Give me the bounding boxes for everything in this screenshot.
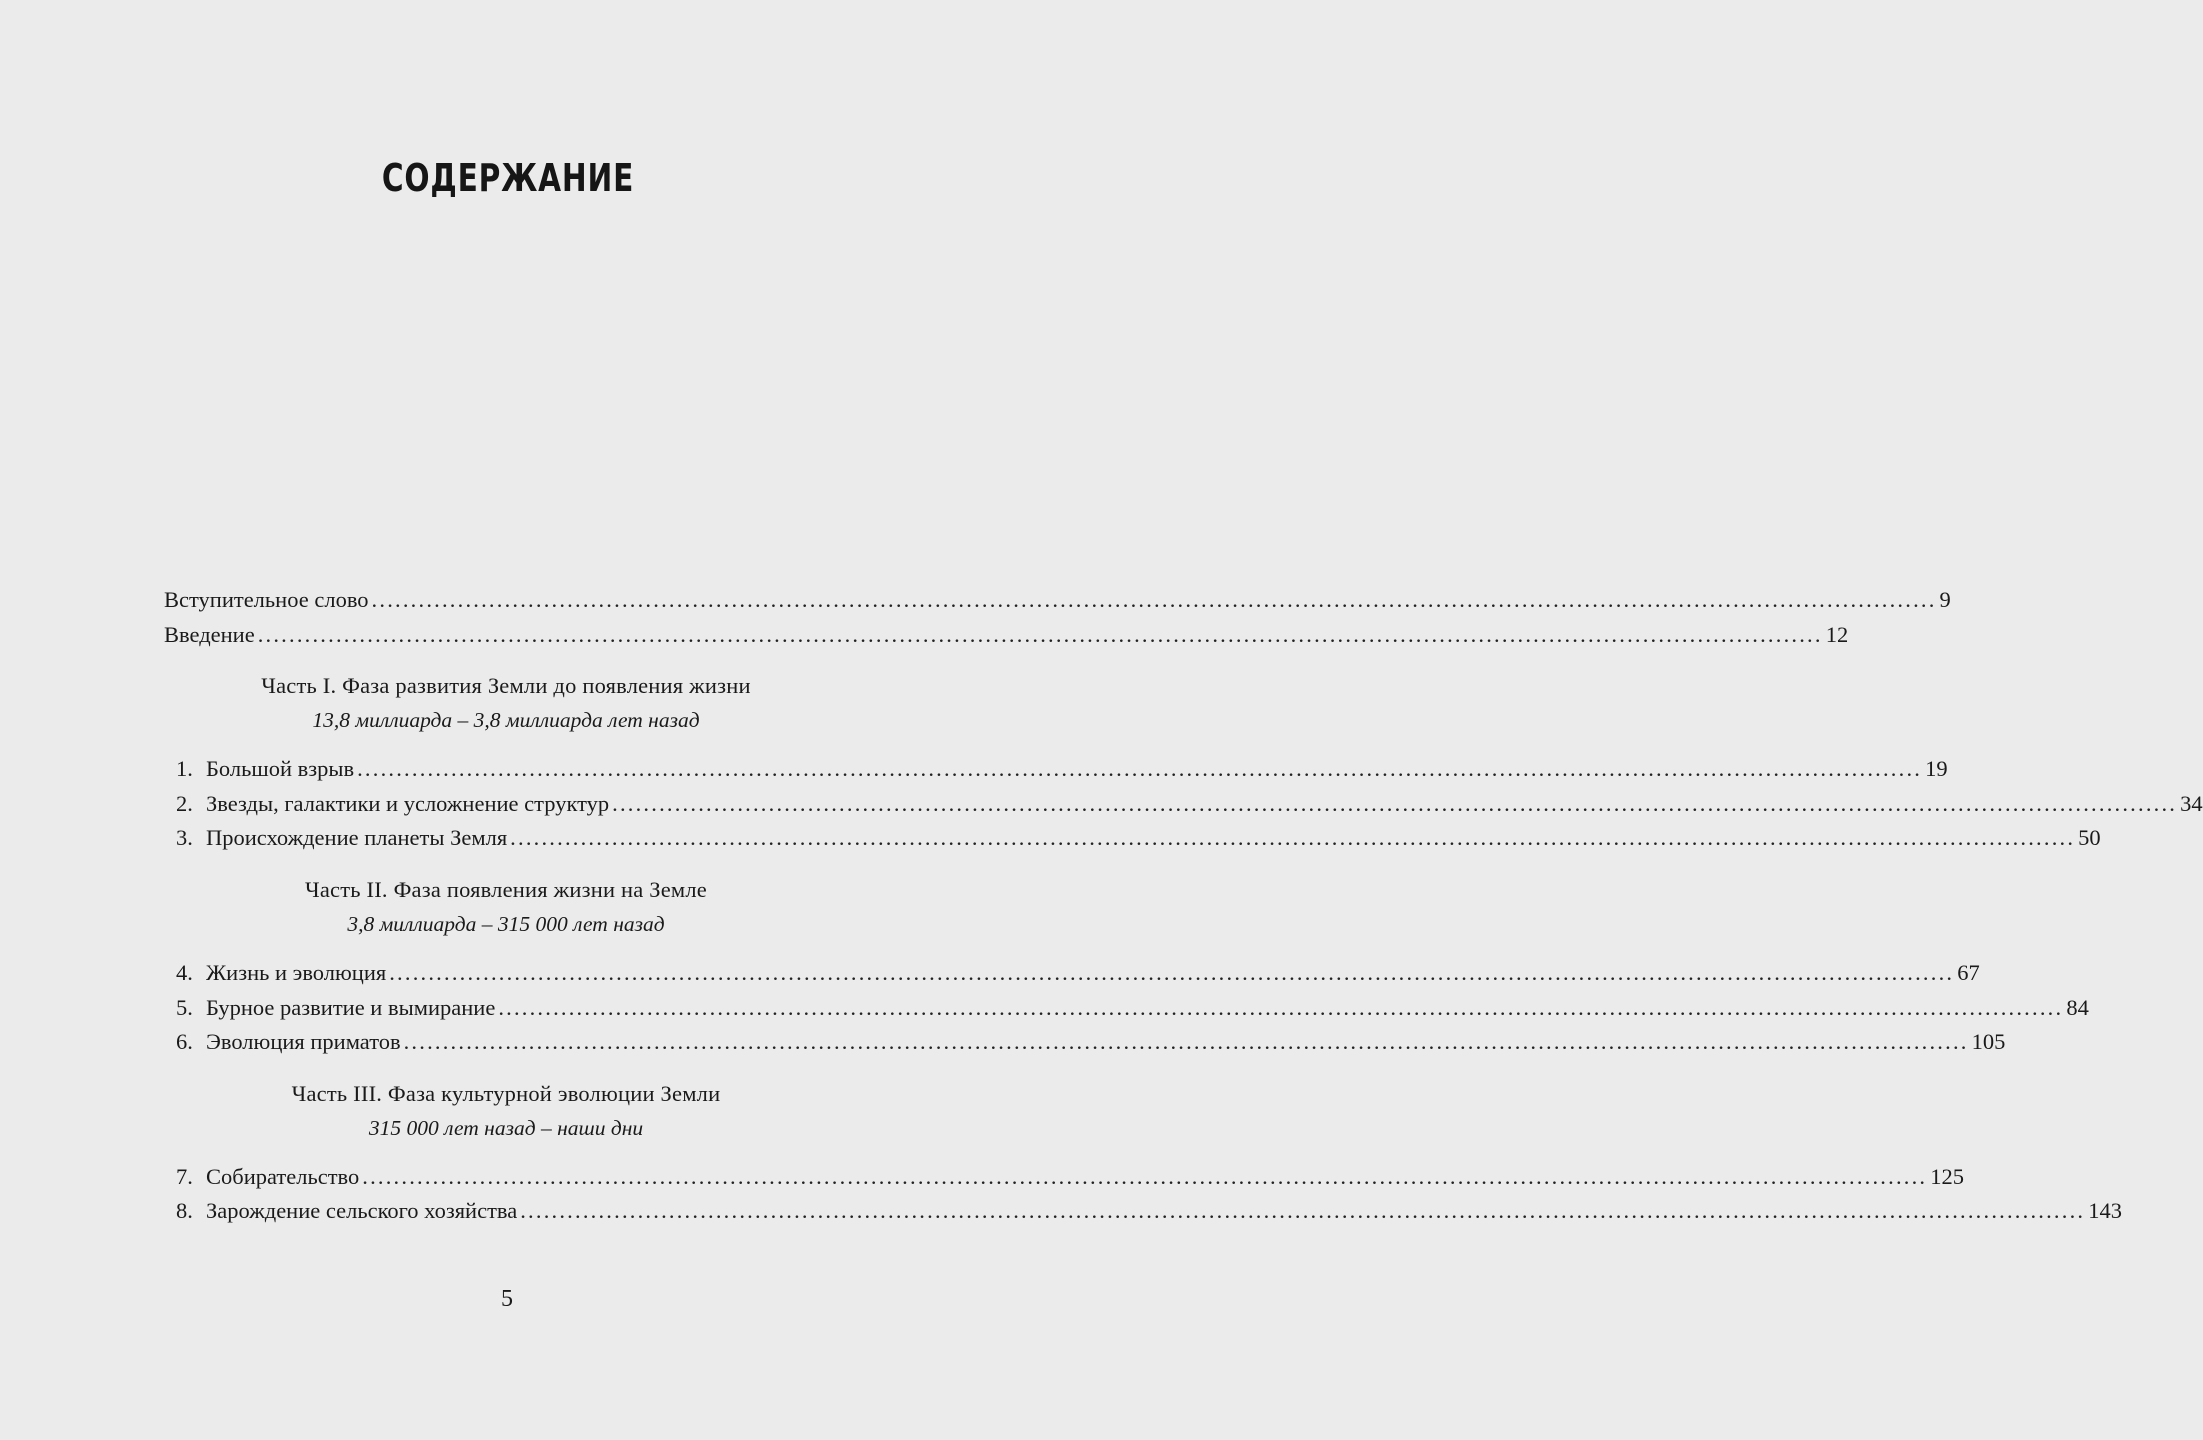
leader-dots: ........................................................................................................................................................................................................: [371, 587, 1937, 612]
toc-chapter-6[interactable]: [164, 1025, 2006, 1060]
chapter-label: Собирательство: [206, 1163, 360, 1189]
chapter-page: 34: [2180, 790, 2203, 816]
toc-entry-label: Введение: [164, 621, 255, 647]
leader-dots: ........................................................................................................................................................................................................: [498, 994, 2064, 1020]
leader-dots: ........................................................................................................................................................................................................: [389, 959, 1955, 985]
chapter-page: 143: [2088, 1198, 2122, 1224]
toc-chapter-5[interactable]: [164, 991, 2089, 1026]
toc-entry-introduction[interactable]: [164, 618, 1849, 653]
leader-dots: ........................................................................................................................................................................................................: [612, 790, 2178, 816]
chapter-number: 5.: [176, 994, 193, 1020]
chapter-number: 4.: [176, 959, 193, 985]
toc-entry-label: Вступительное слово: [164, 587, 369, 612]
chapter-number: 1.: [176, 756, 193, 782]
chapter-number: 8.: [176, 1198, 193, 1224]
leader-dots: ........................................................................................................................................................................................................: [362, 1163, 1928, 1189]
chapter-label: Большой взрыв: [206, 756, 355, 782]
leader-dots: ........................................................................................................................................................................................................: [257, 621, 1823, 647]
toc-chapter-1[interactable]: [164, 752, 1948, 787]
part-3-title: Часть III. Фаза культурной эволюции Земли: [291, 1080, 721, 1106]
toc-entry-page: 9: [1939, 587, 1951, 612]
toc-entry-foreword[interactable]: [164, 583, 1951, 618]
toc-entry-page: 12: [1825, 621, 1849, 647]
chapter-page: 50: [2078, 825, 2101, 851]
part-2-title: Часть II. Фаза появления жизни на Земле: [305, 876, 707, 902]
toc-chapter-8[interactable]: [164, 1194, 2122, 1229]
toc-chapter-7[interactable]: [164, 1160, 1964, 1195]
table-of-contents: [164, 583, 2203, 1229]
toc-chapter-3[interactable]: [164, 821, 2101, 856]
chapter-label: Жизнь и эволюция: [206, 959, 387, 985]
chapter-label: Зарождение сельского хозяйства: [206, 1198, 518, 1224]
chapter-page: 67: [1957, 959, 1980, 985]
leader-dots: ........................................................................................................................................................................................................: [520, 1198, 2086, 1224]
chapter-number: 6.: [176, 1029, 193, 1055]
toc-chapter-2[interactable]: [164, 787, 2203, 822]
chapter-label: Звезды, галактики и усложнение структур: [206, 790, 610, 816]
part-1-title: Часть I. Фаза развития Земли до появления жизни: [261, 673, 751, 699]
part-1-subtitle: 13,8 миллиарда – 3,8 миллиарда лет назад: [312, 708, 700, 733]
chapter-number: 2.: [176, 790, 193, 816]
chapter-page: 84: [2066, 994, 2089, 1020]
chapter-label: Происхождение планеты Земля: [206, 825, 508, 851]
part-2-subtitle: 3,8 миллиарда – 315 000 лет назад: [347, 911, 665, 936]
leader-dots: ........................................................................................................................................................................................................: [403, 1029, 1969, 1055]
page-title: СОДЕРЖАНИЕ: [381, 156, 635, 200]
chapter-label: Бурное развитие и вымирание: [206, 994, 496, 1020]
chapter-page: 105: [1971, 1029, 2006, 1055]
chapter-page: 19: [1925, 756, 1948, 782]
leader-dots: ........................................................................................................................................................................................................: [357, 756, 1923, 782]
page-number: 5: [501, 1286, 513, 1312]
leader-dots: ........................................................................................................................................................................................................: [510, 825, 2076, 851]
chapter-number: 7.: [176, 1163, 193, 1189]
toc-chapter-4[interactable]: [164, 956, 1980, 991]
chapter-page: 125: [1930, 1163, 1964, 1189]
chapter-label: Эволюция приматов: [206, 1029, 401, 1055]
part-3-subtitle: 315 000 лет назад – наши дни: [368, 1115, 644, 1140]
chapter-number: 3.: [176, 825, 193, 851]
